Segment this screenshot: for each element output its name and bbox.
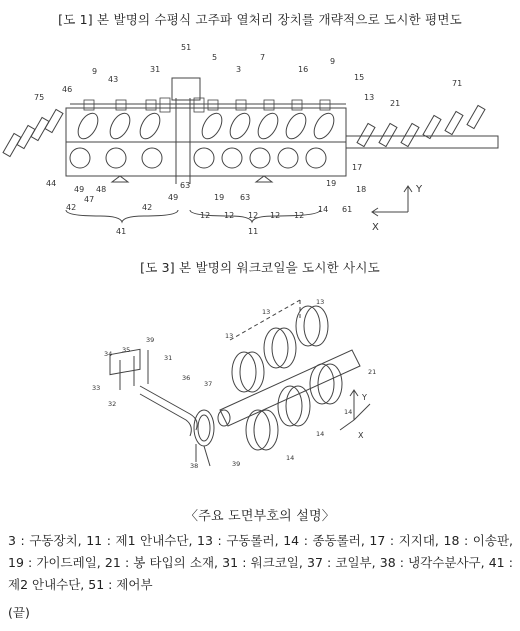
label-13c: 13 (316, 298, 325, 306)
label-63b: 63 (240, 193, 251, 202)
control-unit-box (172, 78, 200, 100)
label-48: 48 (96, 185, 107, 194)
axis-y-label: Y (416, 184, 423, 195)
figure-3-caption: [도 3] 본 발명의 워크코일을 도시한 사시도 (140, 260, 380, 275)
label-13a: 13 (225, 332, 234, 340)
upper-frame (66, 108, 346, 142)
label-31: 31 (164, 354, 173, 362)
label-9a: 9 (92, 67, 98, 76)
label-14: 14 (318, 205, 329, 214)
label-46: 46 (62, 85, 73, 94)
label-32: 32 (108, 400, 117, 408)
axis-x-label: X (358, 431, 364, 440)
label-5: 5 (212, 53, 218, 62)
axis-y-label: Y (362, 393, 367, 402)
figure-1-caption: [도 1] 본 발명의 수평식 고주파 열처리 장치를 개략적으로 도시한 평면도 (58, 12, 462, 27)
label-61: 61 (342, 205, 353, 214)
label-19a: 19 (214, 193, 225, 202)
legend-heading: 〈주요 도면부호의 설명〉 (185, 509, 335, 524)
label-15: 15 (354, 73, 365, 82)
gear-stacks (84, 98, 330, 112)
label-7: 7 (260, 53, 266, 62)
label-11: 11 (248, 227, 259, 236)
label-44: 44 (46, 179, 57, 188)
label-13b: 13 (262, 308, 271, 316)
label-41: 41 (116, 227, 127, 236)
label-21: 21 (390, 99, 401, 108)
label-39b: 39 (232, 460, 241, 468)
label-12e: 12 (294, 211, 305, 220)
bar-workpiece (220, 350, 360, 426)
drive-rollers (74, 110, 338, 142)
label-19b: 19 (326, 179, 337, 188)
label-33: 33 (92, 384, 101, 392)
idle-rollers (70, 148, 326, 168)
label-18: 18 (356, 185, 367, 194)
label-42a: 42 (66, 203, 77, 212)
label-42b: 42 (142, 203, 153, 212)
label-13: 13 (364, 93, 375, 102)
label-3: 3 (236, 65, 242, 74)
legend-end-marker: (끝) (8, 605, 30, 620)
incoming-workpieces (3, 109, 63, 156)
figure-3-work-coil (0, 280, 520, 490)
label-39: 39 (146, 336, 155, 344)
label-9b: 9 (330, 57, 336, 66)
label-51: 51 (181, 43, 192, 52)
label-21: 21 (368, 368, 377, 376)
label-14a: 14 (286, 454, 295, 462)
label-63a: 63 (180, 181, 191, 190)
label-49a: 49 (74, 185, 85, 194)
label-14c: 14 (344, 408, 353, 416)
label-38: 38 (190, 462, 199, 470)
figure-1-plan-view (0, 36, 520, 241)
label-47: 47 (84, 195, 95, 204)
lower-frame (66, 142, 346, 176)
upper-rollers-13 (232, 306, 328, 392)
label-12d: 12 (270, 211, 281, 220)
label-75: 75 (34, 93, 45, 102)
label-43: 43 (108, 75, 119, 84)
label-71: 71 (452, 79, 463, 88)
label-35: 35 (122, 346, 131, 354)
label-12a: 12 (200, 211, 211, 220)
label-31: 31 (150, 65, 161, 74)
label-36: 36 (182, 374, 191, 382)
label-17: 17 (352, 163, 363, 172)
label-14b: 14 (316, 430, 325, 438)
label-12b: 12 (224, 211, 235, 220)
axis-x-label: X (372, 222, 379, 233)
label-12c: 12 (248, 211, 259, 220)
label-37: 37 (204, 380, 213, 388)
label-16: 16 (298, 65, 309, 74)
label-49b: 49 (168, 193, 179, 202)
outgoing-workpieces (357, 105, 485, 146)
reference-numeral-legend: 3 : 구동장치, 11 : 제1 안내수단, 13 : 구동롤러, 14 : 종동롤러, 17 : 지지대, 18 : 이송판, 19 : 가이드레일, 21 : 봉 타입의 소재, 31 : 워크코일, 37 : 코일부, 38 : 냉각수분사구, 41 : 제2 안내수단, 51 : 제어부 (8, 533, 513, 592)
label-34: 34 (104, 350, 113, 358)
